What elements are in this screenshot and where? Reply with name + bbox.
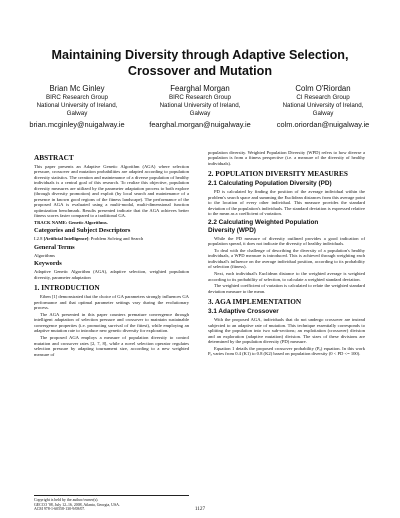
- general-terms-text: Algorithms: [34, 252, 55, 258]
- section-2-1-heading: 2.1 Calculating Population Diversity (PD): [208, 180, 332, 188]
- abstract-heading: ABSTRACT: [34, 153, 74, 162]
- author-city: Galway: [66, 110, 88, 118]
- author-3: [262, 84, 384, 130]
- copyright-line-1: Copyright is held by the author/owner(s).: [34, 498, 99, 502]
- keywords-text: Adaptive Genetic Algorithm (AGA), adaptive selection, weighted population diversity, parameter adaptation: [34, 269, 189, 280]
- author-affiliation: BIRC Research Group: [169, 94, 231, 101]
- section-2-2-paragraph-1: While the PD measure of diversity outlined provides a good indication of population spread, it does not indicate the diversity of healthy individuals.: [208, 235, 365, 247]
- general-terms-heading: General Terms: [34, 243, 75, 251]
- title-line-1: Maintaining Diversity through Adaptive Selection,: [51, 48, 349, 62]
- categories-code: I.2.8: [34, 236, 43, 242]
- copyright-line-3: ACM 978-1-60558-130-9/08/07.: [34, 507, 86, 512]
- section-3-1-heading: 3.1 Adaptive Crossover: [208, 308, 279, 316]
- author-email: colm.oriordan@nuigalway.ie: [276, 119, 370, 129]
- intro-paragraph-3: The proposed AGA employs a measure of population diversity to control mutation and crossover rates [2, 7, 8], while a novel selection operator regulates selection pressure by adapting tournament size, according to a new weighted measure of: [34, 335, 189, 357]
- right-column: [208, 150, 365, 358]
- author-name: Colm O'Riordan: [295, 84, 351, 93]
- track-value: Genetic Algorithms.: [68, 219, 108, 225]
- author-institution: National University of Ireland,: [159, 102, 241, 110]
- categories-rest: : Problem Solving and Search: [88, 236, 144, 242]
- title-line-2: Crossover and Mutation: [127, 64, 273, 78]
- section-2-2-paragraph-2: To deal with the challenge of describing the diversity of a population's healthy individuals, a WPD measure is introduced. This is achieved through weighting each individual's influence on the average individual position, according to its probability of selection (fitness).: [208, 247, 365, 270]
- author-name: Fearghal Morgan: [170, 84, 230, 93]
- section-2-2-heading-line-2: Diversity (WPD): [208, 226, 256, 234]
- left-column: [34, 150, 189, 358]
- page-number: 1127: [194, 506, 206, 512]
- author-2: [139, 84, 261, 130]
- author-affiliation: CI Research Group: [296, 94, 350, 101]
- section-2-heading: 2. POPULATION DIVERSITY MEASURES: [208, 169, 348, 179]
- continued-text: population diversity. Weighted Population Diversity (WPD) refers to how diverse a population is from a fitness perspective (i.e. a measure of the diversity of healthy individuals).: [208, 150, 365, 166]
- track-label: TRACK NAME:: [34, 219, 68, 225]
- intro-paragraph-1: Eiben [1] demonstrated that the choice of GA parameters strongly influences GA performance and that optimal parameter settings vary during the evolutionary process.: [34, 294, 189, 311]
- section-2-2-heading: [208, 219, 365, 235]
- copyright-line-2: GECCO '08, July 12–16, 2008, Atlanta, Georgia, USA.: [34, 502, 120, 507]
- author-email: brian.mcginley@nuigalway.ie: [29, 119, 125, 129]
- intro-paragraph-2: The AGA presented in this paper counters premature convergence through intelligent adaptation of selection pressure and crossover to maintain sustainable convergence properties (i.e. promoting survival of the fittest), while employing an adaptive mutation rate to introduce new genetic diversity for exploration.: [34, 311, 189, 334]
- author-name: Brian Mc Ginley: [49, 84, 105, 93]
- author-block: [16, 84, 384, 130]
- categories-bold: [Artificial Intelligence]: [43, 236, 89, 242]
- author-institution: National University of Ireland,: [36, 102, 118, 110]
- author-institution: National University of Ireland,: [282, 102, 364, 110]
- section-3-1-paragraph-2: Equation 1 details the proposed crossover probability (Pₓ) equation. In this work Pₓ varies from 0.4 (K1) to 0.8 (K2) based on population diversity (0 < PD <= 100).: [208, 345, 365, 357]
- author-email: fearghal.morgan@nuigalway.ie: [149, 119, 251, 129]
- abstract-text: This paper presents an Adaptive Genetic Algorithm (AGA) where selection pressure, crossover and mutation probabilities are adapted according to population diversity statistics. The creation and maintenance of a diverse population of healthy individuals is a central goal of this research. To realize this objective, population diversity measures are utilized by the parameter adaptation process to both explore (through diversity promotion) and exploit (by local search and maintenance of a presence in known good regions of the fitness landscape). The performance of the proposed AGA is evaluated using a multi-modal, multi-dimensional function optimization benchmark. Results presented indicate that the AGA achieves better fitness scores faster compared to a traditional GA.: [34, 164, 189, 219]
- section-2-2-paragraph-3: Next, each individual's Euclidean distance to the weighted average is weighted according to its probability of selection, to calculate a weighted standard deviation.: [208, 271, 365, 282]
- paper-title: [40, 47, 360, 79]
- author-city: Galway: [189, 110, 211, 118]
- author-1: [16, 84, 138, 130]
- section-2-1-text: PD is calculated by finding the position of the average individual within the problem's search space and summing the Euclidean distances from this average point to the location of every other individual. This measure provides the standard deviation of the population's individuals. The standard deviation is expressed relative to the mean as a coefficient of variation.: [208, 189, 365, 217]
- track-line: [34, 220, 189, 225]
- intro-heading: 1. INTRODUCTION: [34, 283, 100, 293]
- keywords-heading: Keywords: [34, 260, 62, 268]
- section-2-2-paragraph-4: The weighted coefficient of variation is calculated to relate the weighted standard deviation measure to the mean.: [208, 283, 365, 294]
- section-3-heading: 3. AGA IMPLEMENTATION: [208, 297, 302, 307]
- categories-text: [34, 236, 189, 241]
- section-3-1-paragraph-1: With the proposed AGA, individuals that do not undergo crossover are instead subjected to an adaptive rate of mutation. This technique essentially corresponds to splitting the population into two sub-sections; an exploitation (crossover) division and an exploration (adaptive mutation) division. The sizes of these divisions are determined by the population diversity (PD) measure.: [208, 317, 365, 345]
- section-2-2-heading-line-1: 2.2 Calculating Weighted Population: [208, 218, 319, 226]
- author-city: Galway: [312, 110, 334, 118]
- categories-heading: Categories and Subject Descriptors: [34, 227, 131, 235]
- author-affiliation: BIRC Research Group: [46, 94, 108, 101]
